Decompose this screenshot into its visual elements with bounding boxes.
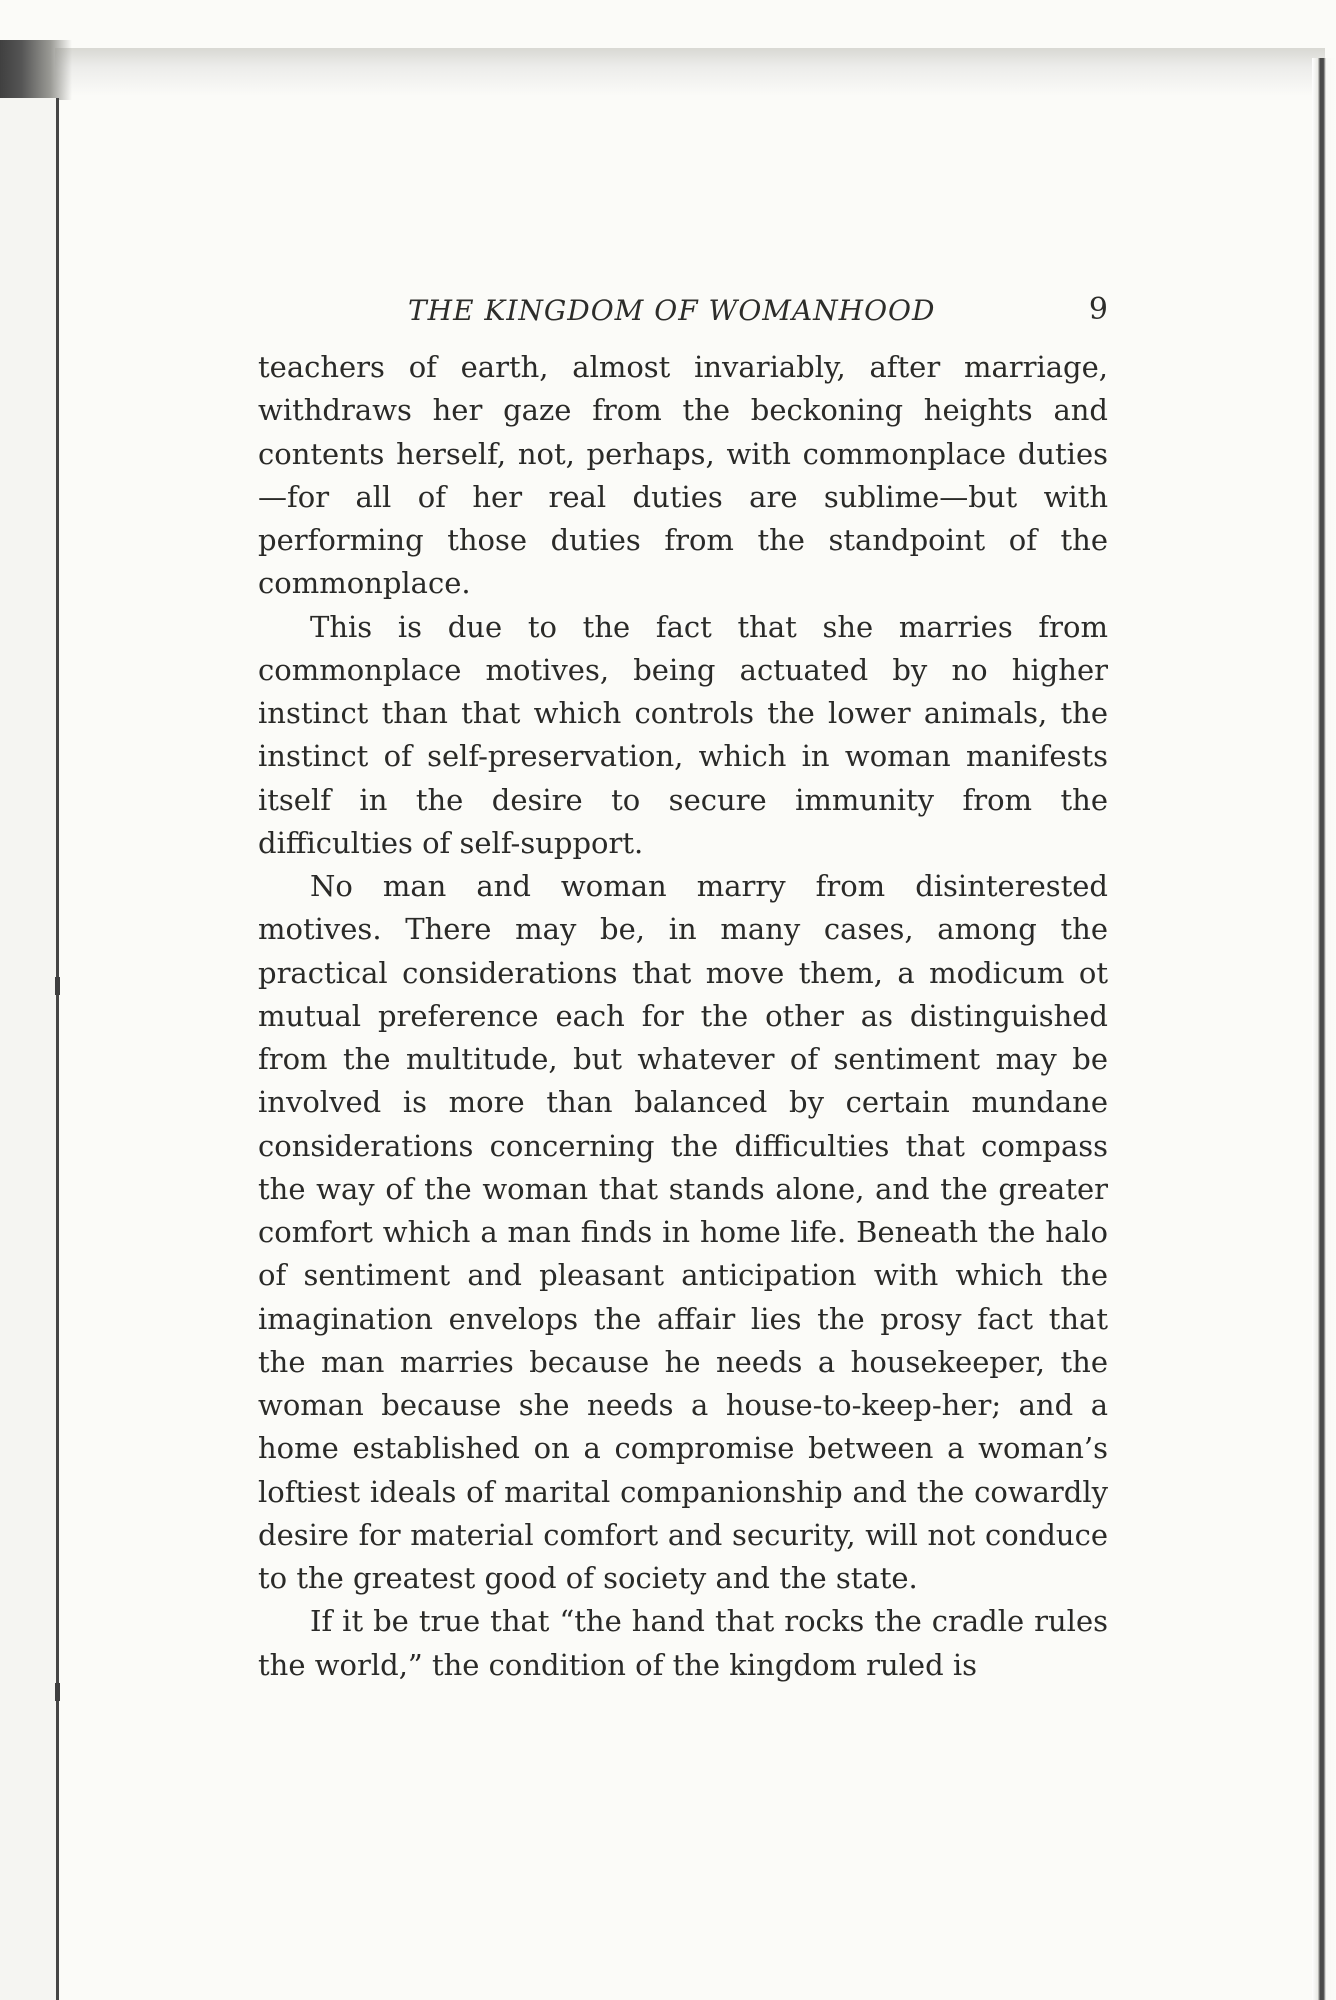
paragraph-2: This is due to the fact that she marries from commonplace motives, being actuated by no higher instinct than that which controls the lower animals, the instinct of self-preservation, which in woman manifests itself in the desire to secure immunity from the difficulties of self-support. (258, 609, 1108, 860)
right-page-edge (1312, 58, 1336, 2000)
paragraph-3: No man and woman marry from disinterested motives. There may be, in many cases, among the practical considerations that move them, a modicum ot mutual preference each for the other as distinguished from the multitude, but whatever of sentiment may be involved is more than balanced by certain mundane considerations concerning the difficulties that compass the way of the woman that stands alone, and the greater comfort which a man finds in home life. Beneath the halo of sentiment and pleasant anticipation with which the imagination envelops the affair lies the prosy fact that the man marries because he needs a housekeeper, the woman because she needs a house-to-keep-her; and a home established on a compromise between a woman’s loftiest ideals of marital companionship and the cowardly desire for material comfort and security, will not conduce to the greatest good of society and the state. (258, 869, 1108, 1595)
left-page-margin (0, 98, 59, 2000)
page-number: 9 (1088, 292, 1108, 327)
paragraph-1: teachers of earth, almost invariably, after marriage, withdraws her gaze from the beckoning heights and contents herself, not, perhaps, with commonplace duties —for all of her real duties are sublime—but with performing those duties from the standpoint of the commonplace. (258, 350, 1108, 601)
left-binding-shadow (0, 40, 72, 100)
running-title: THE KINGDOM OF WOMANHOOD (408, 294, 936, 327)
left-edge-mark (55, 1683, 74, 1701)
running-header (258, 294, 1108, 346)
top-page-shadow (55, 48, 1325, 96)
left-edge-mark (55, 977, 74, 995)
page-content (258, 294, 1108, 1687)
paragraph-4: If it be true that “the hand that rocks the cradle rules the world,” the condition of the kingdom ruled is (258, 1604, 1108, 1682)
